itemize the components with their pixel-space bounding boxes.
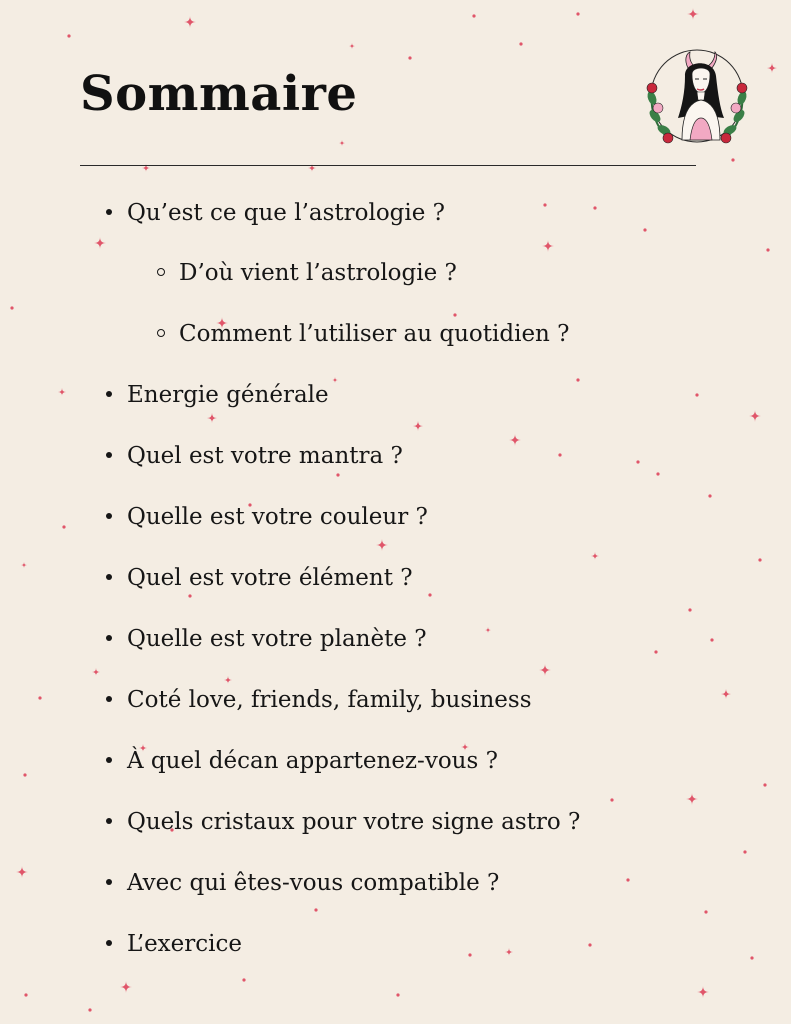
bullet-icon (106, 574, 112, 580)
toc-item-label: Quel est votre mantra ? (127, 443, 403, 469)
page-title: Sommaire (80, 66, 358, 122)
toc-item (106, 746, 498, 776)
toc-item (106, 198, 445, 228)
hollow-bullet-icon (157, 329, 165, 337)
bullet-icon (106, 940, 112, 946)
toc-item (106, 807, 580, 837)
bullet-icon (106, 209, 112, 215)
toc-item-label: Quel est votre élément ? (127, 565, 413, 591)
toc-item-label: Coté love, friends, family, business (127, 687, 532, 713)
toc-item-label: Avec qui êtes-vous compatible ? (127, 870, 500, 896)
bullet-icon (106, 757, 112, 763)
toc-item (106, 502, 428, 532)
bullet-icon (106, 696, 112, 702)
hollow-bullet-icon (157, 268, 165, 276)
toc-item-label: Quelle est votre planète ? (127, 626, 427, 652)
bullet-icon (106, 635, 112, 641)
toc-item (106, 868, 499, 898)
toc-item-label: Comment l’utiliser au quotidien ? (179, 321, 570, 347)
toc-item-label: Quels cristaux pour votre signe astro ? (127, 809, 581, 835)
toc-item (106, 563, 413, 593)
toc-item (106, 929, 242, 959)
toc-item-label: D’où vient l’astrologie ? (179, 260, 457, 286)
toc-item-label: Energie générale (127, 382, 329, 408)
bullet-icon (106, 879, 112, 885)
bullet-icon (106, 452, 112, 458)
toc-item-label: Quelle est votre couleur ? (127, 504, 428, 530)
toc-item (106, 685, 532, 715)
toc-item (157, 258, 457, 288)
bullet-icon (106, 391, 112, 397)
toc-item (106, 624, 427, 654)
toc-item-label: Qu’est ce que l’astrologie ? (127, 200, 446, 226)
toc-item (106, 441, 403, 471)
toc-item-label: À quel décan appartenez-vous ? (127, 748, 498, 774)
toc-item-label: L’exercice (127, 931, 242, 957)
toc-item (106, 380, 329, 410)
bullet-icon (106, 513, 112, 519)
bullet-icon (106, 818, 112, 824)
toc-item (157, 319, 570, 349)
